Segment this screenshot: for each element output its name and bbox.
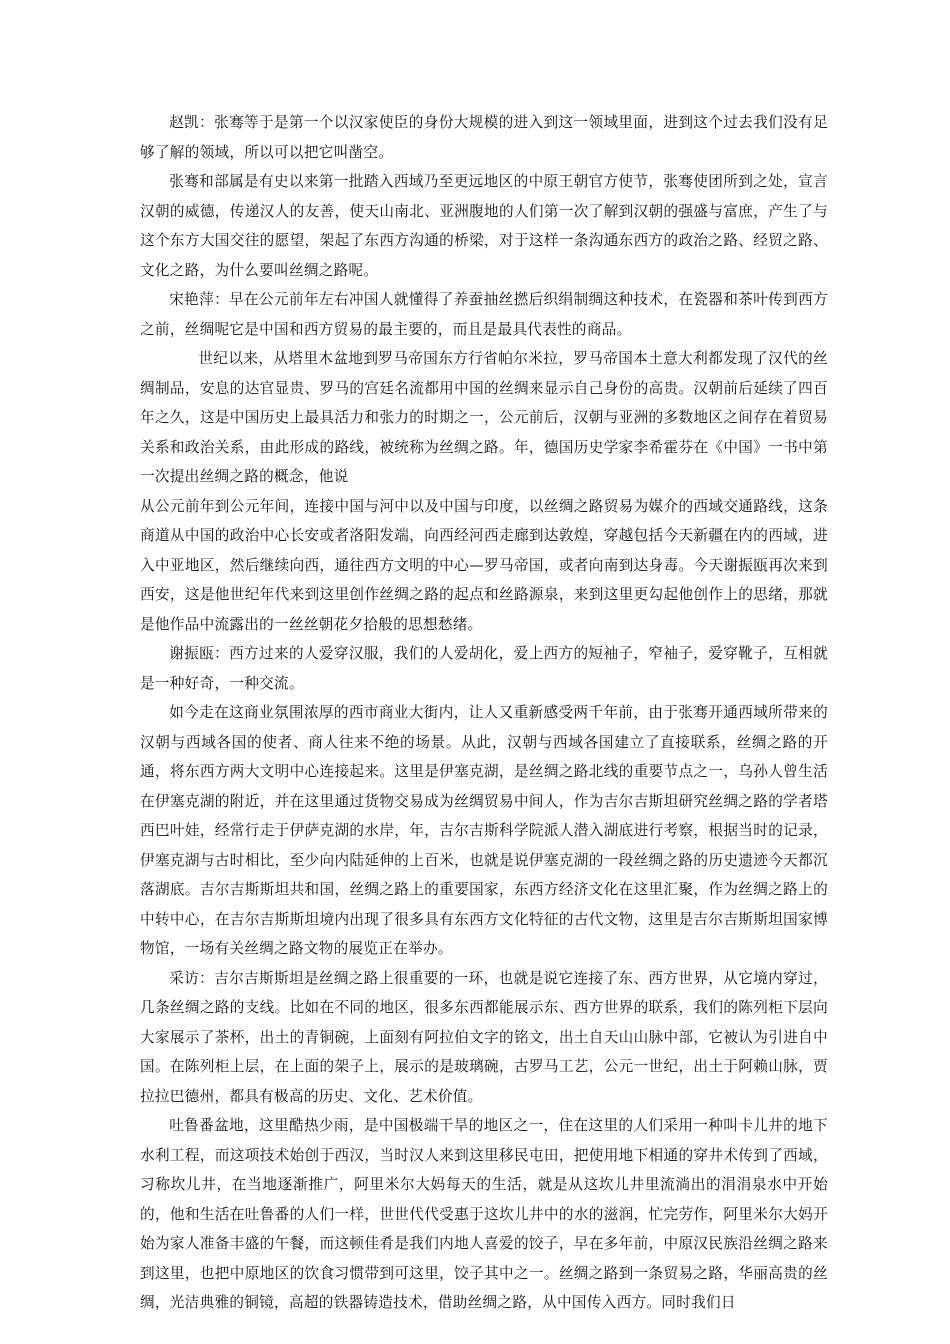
paragraph-zhangqian-envoys: 张骞和部属是有史以来第一批踏入西域乃至更远地区的中原王朝官方使节，张骞使团所到之处，宣言汉朝的威德，传递汉人的友善，使天山南北、亚洲腹地的人们第一次了解到汉朝的强盛与富庶，产生了与这个东方大国交往的愿望，架起了东西方沟通的桥梁，对于这样一条沟通东西方的政治之路、经贸之路、文化之路，为什么要叫丝绸之路呢。: [140, 173, 828, 279]
document-page: [140, 108, 828, 1318]
paragraph-museum-interview: 采访：吉尔吉斯斯坦是丝绸之路上很重要的一环，也就是说它连接了东、西方世界，从它境内穿过，几条丝绸之路的支线。比如在不同的地区，很多东西都能展示东、西方世界的联系，我们的陈列柜下层向大家展示了茶杯，出土的青铜碗，上面刻有阿拉伯文字的铭文，出土自天山山脉中部，它被认为引进自中国。在陈列柜上层，在上面的架子上，展示的是玻璃碗，古罗马工艺，公元一世纪，出土于阿赖山脉，贾拉拉巴德州，都具有极高的历史、文化、艺术价值。: [140, 969, 828, 1105]
paragraph-xishi-issyk-kul: 如今走在这商业氛围浓厚的西市商业大街内，让人又重新感受两千年前，由于张骞开通西域所带来的汉朝与西域各国的使者、商人往来不绝的场景。从此，汉朝与西域各国建立了直接联系，丝绸之路的开通，将东西方两大文明中心连接起来。这里是伊塞克湖，是丝绸之路北线的重要节点之一，乌孙人曾生活在伊塞克湖的附近，并在这里通过货物交易成为丝绸贸易中间人，作为吉尔吉斯坦研究丝绸之路的学者塔西巴叶娃，经常行走于伊萨克湖的水岸，年，吉尔吉斯科学院派人潜入湖底进行考察，根据当时的记录，伊塞克湖与古时相比，至少向内陆延伸的上百米，也就是说伊塞克湖的一段丝绸之路的历史遗迹今天都沉落湖底。吉尔吉斯斯坦共和国，丝绸之路上的重要国家，东西方经济文化在这里汇聚，作为丝绸之路上的中转中心，在吉尔吉斯斯坦境内出现了很多具有东西方文化特征的古代文物，这里是吉尔吉斯斯坦国家博物馆，一场有关丝绸之路文物的展览正在举办。: [140, 704, 828, 957]
paragraph-silk-history: 世纪以来，从塔里木盆地到罗马帝国东方行省帕尔米拉，罗马帝国本土意大利都发现了汉代的丝绸制品，安息的达官显贵、罗马的宫廷名流都用中国的丝绸来显示自己身份的高贵。汉朝前后延续了四百年之久，这是中国历史上最具活力和张力的时期之一，公元前后，汉朝与亚洲的多数地区之间存在着贸易关系和政治关系，由此形成的路线，被统称为丝绸之路。年，德国历史学家李希霍芬在《中国》一书中第一次提出丝绸之路的概念，他说: [140, 350, 828, 485]
paragraph-song-yanping-interview: 宋艳萍：早在公元前年左右冲国人就懂得了养蚕抽丝撚后织绢制绸这种技术，在瓷器和茶叶传到西方之前，丝绸呢它是中国和西方贸易的最主要的，而且是最具代表性的商品。: [140, 291, 828, 338]
paragraph-zhaokai-interview: 赵凯：张骞等于是第一个以汉家使臣的身份大规模的进入到这一领域里面，进到这个过去我们没有足够了解的领域，所以可以把它叫凿空。: [140, 114, 828, 161]
paragraph-trade-route: 从公元前年到公元年间，连接中国与河中以及中国与印度，以丝绸之路贸易为媒介的西域交通路线，这条商道从中国的政治中心长安或者洛阳发端，向西经河西走廊到达敦煌，穿越包括今天新疆在内的西域，进入中亚地区，然后继续向西，通往西方文明的中心—罗马帝国，或者向南到达身毒。今天谢振瓯再次来到西安，这是他世纪年代来到这里创作丝绸之路的起点和丝路源泉，来到这里更勾起他创作上的思绪，那就是他作品中流露出的一丝丝朝花夕拾般的思想愁绪。: [140, 497, 828, 633]
paragraph-xie-zhenou-interview: 谢振瓯：西方过来的人爱穿汉服，我们的人爱胡化，爱上西方的短袖子，窄袖子，爱穿靴子，互相就是一种好奇，一种交流。: [140, 645, 828, 692]
paragraph-turpan-karez: 吐鲁番盆地，这里酷热少雨，是中国极端干旱的地区之一，住在这里的人们采用一种叫卡儿井的地下水利工程，而这项技术始创于西汉，当时汉人来到这里移民屯田，把使用地下相通的穿井术传到了西域，习称坎儿井，在当地逐渐推广，阿里米尔大妈每天的生活，就是从这坎儿井里流淌出的涓涓泉水中开始的，他和生活在吐鲁番的人们一样，世世代代受惠于这坎儿井中的水的滋润，忙完劳作，阿里米尔大妈开始为家人准备丰盛的午餐，而这顿佳肴是我们内地人喜爱的饺子，早在多年前，中原汉民族沿丝绸之路来到这里，也把中原地区的饮食习惯带到可这里，饺子其中之一。丝绸之路到一条贸易之路，华丽高贵的丝绸，光洁典雅的铜镜，高超的铁器铸造技术，借助丝绸之路，从中国传入西方。同时我们日: [140, 1117, 828, 1311]
